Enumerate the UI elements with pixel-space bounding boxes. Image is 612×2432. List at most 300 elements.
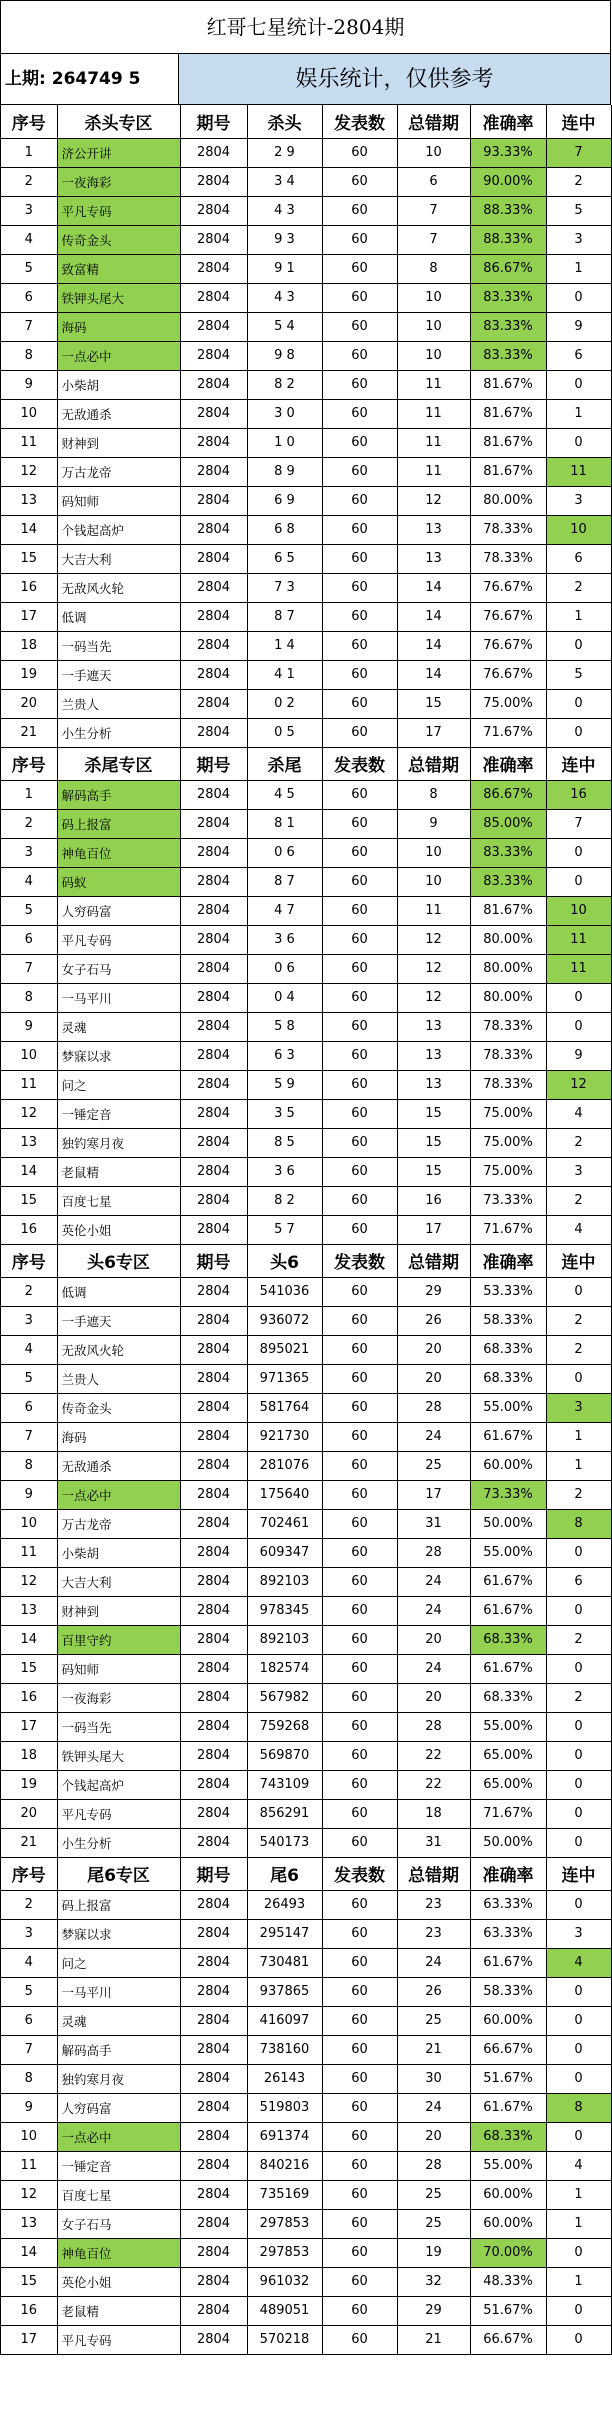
row-streak: 0 [546,2296,611,2325]
row-period: 2804 [180,1538,247,1567]
row-name: 低调 [57,1277,180,1306]
row-streak: 2 [546,1335,611,1364]
row-name: 平凡专码 [57,925,180,954]
table-row [1,1306,611,1335]
row-period: 2804 [180,1364,247,1393]
row-posts: 60 [322,1186,397,1215]
row-index: 7 [1,954,57,983]
table-row [1,283,611,312]
row-pick: 5 8 [247,1012,322,1041]
row-index: 18 [1,1741,57,1770]
row-pick: 840216 [247,2151,322,2180]
table-row [1,457,611,486]
row-misses: 13 [397,1041,470,1070]
row-period: 2804 [180,457,247,486]
row-streak: 0 [546,1012,611,1041]
row-streak: 0 [546,2006,611,2035]
table-row [1,1654,611,1683]
row-name: 一点必中 [57,2122,180,2151]
row-accuracy: 76.67% [470,602,546,631]
row-accuracy: 73.33% [470,1480,546,1509]
header-pick: 杀尾 [247,747,322,780]
row-streak: 0 [546,631,611,660]
row-posts: 60 [322,254,397,283]
header-index: 序号 [1,1244,57,1277]
row-posts: 60 [322,838,397,867]
row-pick: 3 4 [247,167,322,196]
row-pick: 581764 [247,1393,322,1422]
row-period: 2804 [180,1741,247,1770]
row-streak: 4 [546,1215,611,1244]
previous-draw [1,54,179,105]
table-row [1,2093,611,2122]
row-streak: 2 [546,1625,611,1654]
row-period: 2804 [180,780,247,809]
row-accuracy: 75.00% [470,1157,546,1186]
row-streak: 11 [546,954,611,983]
row-name: 传奇金头 [57,225,180,254]
row-index: 7 [1,312,57,341]
row-period: 2804 [180,1799,247,1828]
row-name: 一码当先 [57,631,180,660]
row-period: 2804 [180,370,247,399]
row-posts: 60 [322,1393,397,1422]
table-row [1,1393,611,1422]
row-posts: 60 [322,1509,397,1538]
row-accuracy: 85.00% [470,809,546,838]
row-period: 2804 [180,399,247,428]
row-misses: 24 [397,1422,470,1451]
row-name: 解码高手 [57,2035,180,2064]
row-accuracy: 71.67% [470,1215,546,1244]
header-streak: 连中 [546,105,611,138]
row-name: 财神到 [57,1596,180,1625]
row-index: 17 [1,1712,57,1741]
row-name: 一夜海彩 [57,1683,180,1712]
row-name: 大吉大利 [57,1567,180,1596]
row-period: 2804 [180,2122,247,2151]
table-row [1,602,611,631]
table-row [1,1799,611,1828]
row-streak: 3 [546,1157,611,1186]
row-misses: 21 [397,2325,470,2354]
row-accuracy: 68.33% [470,1364,546,1393]
row-pick: 297853 [247,2209,322,2238]
header-pick: 杀头 [247,105,322,138]
header-streak: 连中 [546,747,611,780]
row-accuracy: 66.67% [470,2035,546,2064]
row-index: 20 [1,689,57,718]
row-pick: 569870 [247,1741,322,1770]
table-row [1,2122,611,2151]
row-name: 码知师 [57,1654,180,1683]
row-streak: 1 [546,602,611,631]
row-index: 2 [1,1277,57,1306]
row-misses: 17 [397,1480,470,1509]
row-streak: 3 [546,1393,611,1422]
row-name: 英伦小姐 [57,2267,180,2296]
row-posts: 60 [322,283,397,312]
row-streak: 0 [546,1277,611,1306]
table-row [1,1741,611,1770]
row-misses: 7 [397,225,470,254]
row-streak: 0 [546,1828,611,1857]
row-name: 一点必中 [57,1480,180,1509]
row-misses: 11 [397,428,470,457]
row-period: 2804 [180,341,247,370]
row-posts: 60 [322,486,397,515]
row-period: 2804 [180,689,247,718]
row-period: 2804 [180,2296,247,2325]
row-misses: 8 [397,254,470,283]
row-posts: 60 [322,2267,397,2296]
row-period: 2804 [180,515,247,544]
row-pick: 3 6 [247,1157,322,1186]
row-period: 2804 [180,2064,247,2093]
row-index: 11 [1,1538,57,1567]
row-name: 个钱起高炉 [57,515,180,544]
row-period: 2804 [180,1128,247,1157]
row-name: 财神到 [57,428,180,457]
row-name: 铁钾头尾大 [57,283,180,312]
row-pick: 3 5 [247,1099,322,1128]
row-period: 2804 [180,196,247,225]
row-streak: 0 [546,718,611,747]
row-posts: 60 [322,370,397,399]
row-streak: 0 [546,838,611,867]
row-streak: 8 [546,1509,611,1538]
row-misses: 10 [397,283,470,312]
header-streak: 连中 [546,1857,611,1890]
row-misses: 15 [397,1099,470,1128]
row-accuracy: 70.00% [470,2238,546,2267]
row-misses: 13 [397,544,470,573]
row-name: 海码 [57,1422,180,1451]
row-pick: 961032 [247,2267,322,2296]
row-posts: 60 [322,1683,397,1712]
row-pick: 892103 [247,1625,322,1654]
row-period: 2804 [180,1215,247,1244]
row-posts: 60 [322,2180,397,2209]
row-period: 2804 [180,1186,247,1215]
row-streak: 0 [546,370,611,399]
row-misses: 10 [397,867,470,896]
row-index: 10 [1,399,57,428]
row-index: 17 [1,2325,57,2354]
row-accuracy: 78.33% [470,515,546,544]
row-misses: 12 [397,983,470,1012]
row-posts: 60 [322,1157,397,1186]
row-misses: 17 [397,1215,470,1244]
row-streak: 9 [546,1041,611,1070]
row-misses: 10 [397,138,470,167]
row-posts: 60 [322,1451,397,1480]
table-row [1,167,611,196]
row-index: 16 [1,573,57,602]
row-period: 2804 [180,225,247,254]
row-index: 5 [1,896,57,925]
row-pick: 6 9 [247,486,322,515]
row-streak: 1 [546,254,611,283]
row-streak: 4 [546,1948,611,1977]
row-index: 11 [1,2151,57,2180]
row-posts: 60 [322,1625,397,1654]
header-misses: 总错期 [397,747,470,780]
row-pick: 489051 [247,2296,322,2325]
row-accuracy: 83.33% [470,867,546,896]
row-misses: 20 [397,1335,470,1364]
row-streak: 2 [546,1306,611,1335]
row-name: 小生分析 [57,1828,180,1857]
row-misses: 28 [397,1393,470,1422]
header-misses: 总错期 [397,1857,470,1890]
row-accuracy: 78.33% [470,544,546,573]
row-index: 19 [1,1770,57,1799]
table-row [1,1422,611,1451]
row-misses: 24 [397,1654,470,1683]
row-accuracy: 83.33% [470,341,546,370]
row-accuracy: 51.67% [470,2296,546,2325]
row-accuracy: 71.67% [470,718,546,747]
row-index: 8 [1,1451,57,1480]
row-name: 一码当先 [57,1712,180,1741]
row-name: 一手遮天 [57,1306,180,1335]
row-pick: 541036 [247,1277,322,1306]
row-streak: 0 [546,867,611,896]
header-accuracy: 准确率 [470,1857,546,1890]
row-misses: 19 [397,2238,470,2267]
row-name: 低调 [57,602,180,631]
row-accuracy: 81.67% [470,370,546,399]
row-period: 2804 [180,1157,247,1186]
header-posts: 发表数 [322,747,397,780]
row-accuracy: 80.00% [470,486,546,515]
row-streak: 2 [546,573,611,602]
row-name: 问之 [57,1070,180,1099]
row-name: 小柴胡 [57,370,180,399]
row-misses: 25 [397,2209,470,2238]
row-misses: 29 [397,2296,470,2325]
table-row [1,2238,611,2267]
row-pick: 4 3 [247,283,322,312]
row-posts: 60 [322,428,397,457]
row-streak: 4 [546,1099,611,1128]
row-index: 15 [1,2267,57,2296]
row-posts: 60 [322,1277,397,1306]
row-period: 2804 [180,486,247,515]
table-row [1,1567,611,1596]
row-misses: 6 [397,167,470,196]
header-pick: 头6 [247,1244,322,1277]
row-streak: 0 [546,1538,611,1567]
section-header-row [1,747,611,780]
table-row [1,954,611,983]
row-period: 2804 [180,2180,247,2209]
stats-table [1,105,612,2355]
row-period: 2804 [180,1335,247,1364]
row-misses: 23 [397,1919,470,1948]
row-index: 1 [1,780,57,809]
table-row [1,196,611,225]
row-period: 2804 [180,1451,247,1480]
row-accuracy: 88.33% [470,196,546,225]
row-accuracy: 93.33% [470,138,546,167]
row-name: 大吉大利 [57,544,180,573]
row-misses: 20 [397,2122,470,2151]
row-index: 16 [1,1215,57,1244]
row-posts: 60 [322,1041,397,1070]
row-misses: 24 [397,1596,470,1625]
row-name: 万古龙帝 [57,457,180,486]
row-name: 百度七星 [57,1186,180,1215]
row-name: 女子石马 [57,2209,180,2238]
row-period: 2804 [180,1828,247,1857]
row-streak: 10 [546,896,611,925]
row-period: 2804 [180,544,247,573]
row-misses: 13 [397,1070,470,1099]
table-row [1,573,611,602]
section-header-row [1,1244,611,1277]
header-zone: 杀尾专区 [57,747,180,780]
row-period: 2804 [180,838,247,867]
row-pick: 6 5 [247,544,322,573]
row-misses: 14 [397,660,470,689]
row-accuracy: 60.00% [470,2209,546,2238]
row-streak: 0 [546,283,611,312]
row-pick: 978345 [247,1596,322,1625]
row-accuracy: 66.67% [470,2325,546,2354]
row-period: 2804 [180,1070,247,1099]
header-zone: 杀头专区 [57,105,180,138]
table-row [1,2006,611,2035]
row-accuracy: 55.00% [470,1393,546,1422]
table-row [1,225,611,254]
row-streak: 6 [546,544,611,573]
row-accuracy: 50.00% [470,1828,546,1857]
row-accuracy: 61.67% [470,1654,546,1683]
row-misses: 25 [397,1451,470,1480]
row-misses: 31 [397,1828,470,1857]
table-row [1,718,611,747]
row-name: 一马平川 [57,1977,180,2006]
row-accuracy: 60.00% [470,1451,546,1480]
row-accuracy: 86.67% [470,254,546,283]
row-index: 2 [1,809,57,838]
header-posts: 发表数 [322,105,397,138]
row-accuracy: 75.00% [470,689,546,718]
row-accuracy: 88.33% [470,225,546,254]
row-period: 2804 [180,2093,247,2122]
header-zone: 头6专区 [57,1244,180,1277]
row-posts: 60 [322,1480,397,1509]
row-pick: 8 9 [247,457,322,486]
row-misses: 11 [397,370,470,399]
row-index: 15 [1,1654,57,1683]
row-pick: 743109 [247,1770,322,1799]
row-index: 9 [1,2093,57,2122]
row-period: 2804 [180,1277,247,1306]
row-streak: 5 [546,196,611,225]
row-name: 码知师 [57,486,180,515]
row-streak: 2 [546,1683,611,1712]
row-index: 20 [1,1799,57,1828]
table-row [1,983,611,1012]
row-streak: 0 [546,2064,611,2093]
row-pick: 702461 [247,1509,322,1538]
row-misses: 24 [397,1567,470,1596]
row-period: 2804 [180,138,247,167]
row-streak: 0 [546,1364,611,1393]
row-name: 英伦小姐 [57,1215,180,1244]
row-index: 14 [1,1157,57,1186]
row-streak: 1 [546,1451,611,1480]
header-period: 期号 [180,1857,247,1890]
row-streak: 0 [546,1770,611,1799]
section-header-row [1,105,611,138]
row-streak: 11 [546,925,611,954]
table-row [1,1364,611,1393]
row-name: 万古龙帝 [57,1509,180,1538]
row-posts: 60 [322,1977,397,2006]
row-streak: 0 [546,428,611,457]
row-accuracy: 61.67% [470,1422,546,1451]
row-name: 小生分析 [57,718,180,747]
table-row [1,809,611,838]
table-row [1,312,611,341]
row-accuracy: 80.00% [470,925,546,954]
header-period: 期号 [180,105,247,138]
row-period: 2804 [180,573,247,602]
header-streak: 连中 [546,1244,611,1277]
row-misses: 10 [397,838,470,867]
header-period: 期号 [180,1244,247,1277]
row-misses: 32 [397,2267,470,2296]
table-row [1,2151,611,2180]
row-misses: 24 [397,1948,470,1977]
table-row [1,2064,611,2093]
row-streak: 11 [546,457,611,486]
row-posts: 60 [322,1567,397,1596]
row-pick: 4 1 [247,660,322,689]
row-index: 17 [1,602,57,631]
row-pick: 609347 [247,1538,322,1567]
row-pick: 921730 [247,1422,322,1451]
row-misses: 15 [397,689,470,718]
row-accuracy: 76.67% [470,660,546,689]
row-period: 2804 [180,718,247,747]
table-row [1,2296,611,2325]
row-posts: 60 [322,983,397,1012]
row-pick: 735169 [247,2180,322,2209]
row-name: 小柴胡 [57,1538,180,1567]
row-index: 14 [1,515,57,544]
header-accuracy: 准确率 [470,747,546,780]
row-posts: 60 [322,1596,397,1625]
row-pick: 5 9 [247,1070,322,1099]
row-accuracy: 78.33% [470,1041,546,1070]
row-accuracy: 55.00% [470,1712,546,1741]
row-posts: 60 [322,573,397,602]
row-misses: 13 [397,1012,470,1041]
row-posts: 60 [322,2006,397,2035]
row-period: 2804 [180,1422,247,1451]
row-name: 问之 [57,1948,180,1977]
row-streak: 0 [546,689,611,718]
row-accuracy: 61.67% [470,1948,546,1977]
row-accuracy: 65.00% [470,1741,546,1770]
row-posts: 60 [322,1828,397,1857]
row-name: 梦寐以求 [57,1041,180,1070]
